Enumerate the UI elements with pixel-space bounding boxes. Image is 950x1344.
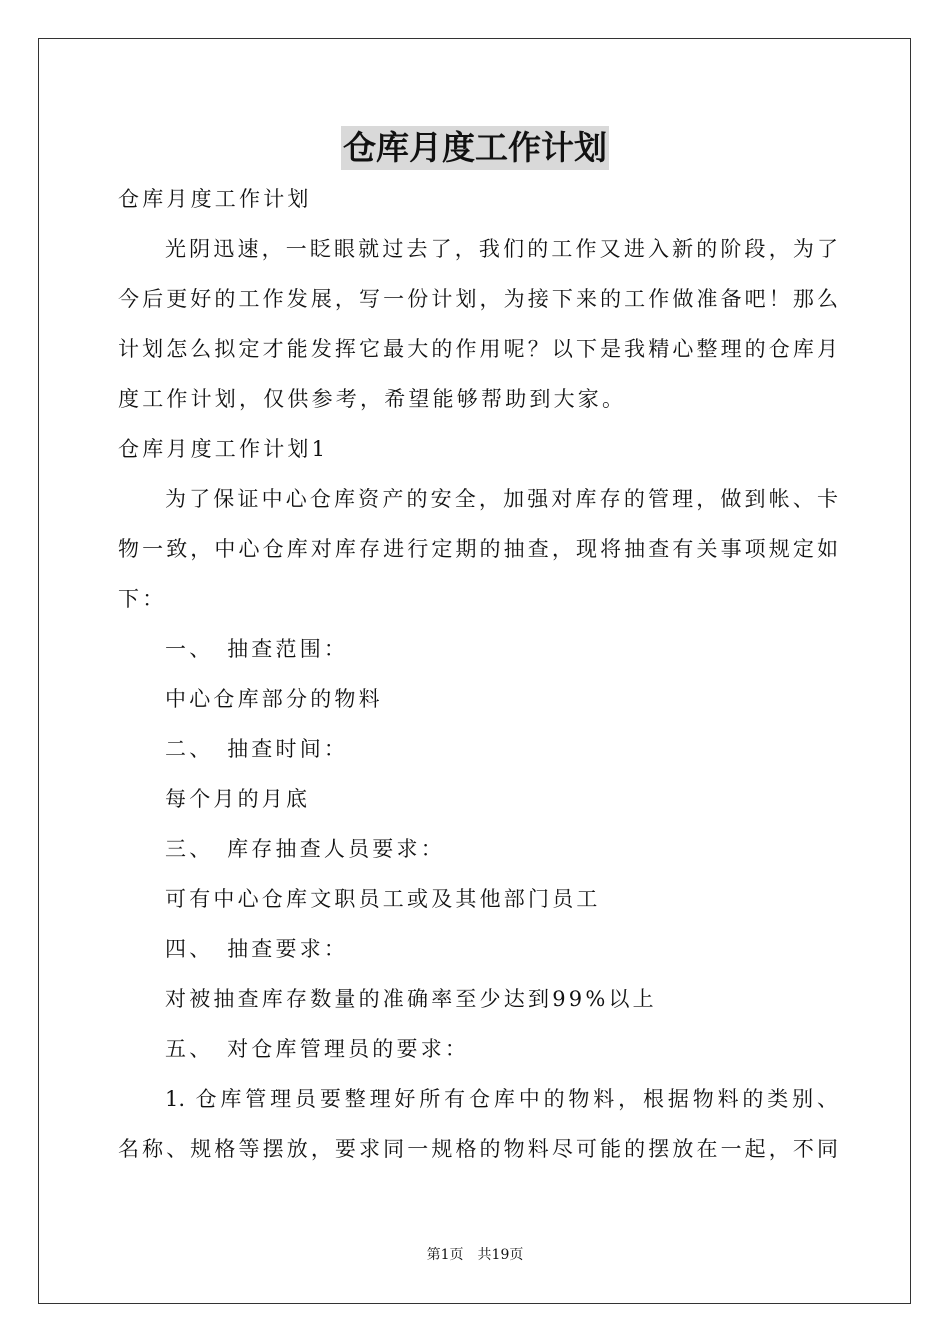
page-border: [38, 38, 911, 1304]
section-intro-line-1: 为了保证中心仓库资产的安全，加强对库存的管理，做到帐、卡: [165, 487, 838, 511]
intro-line-3: 计划怎么拟定才能发挥它最大的作用呢？以下是我精心整理的仓库月: [118, 337, 838, 361]
item-1-content: 中心仓库部分的物料: [165, 687, 383, 711]
page-footer: 第1页 共19页: [426, 1247, 524, 1263]
item-5-heading: 五、 对仓库管理员的要求：: [165, 1037, 470, 1061]
section-intro-line-2: 物一致，中心仓库对库存进行定期的抽查，现将抽查有关事项规定如: [118, 537, 838, 561]
item-3-heading: 三、 库存抽查人员要求：: [165, 837, 445, 861]
intro-line-1: 光阴迅速，一眨眼就过去了，我们的工作又进入新的阶段，为了: [165, 237, 838, 261]
item-2-heading: 二、 抽查时间：: [165, 737, 349, 761]
subtitle: 仓库月度工作计划: [118, 187, 312, 211]
item-2-content: 每个月的月底: [165, 787, 311, 811]
document-title: 仓库月度工作计划: [341, 126, 609, 170]
section-heading: 仓库月度工作计划1: [118, 437, 329, 461]
intro-line-4: 度工作计划，仅供参考，希望能够帮助到大家。: [118, 387, 627, 411]
point-1-line-2: 名称、规格等摆放，要求同一规格的物料尽可能的摆放在一起，不同: [118, 1137, 838, 1161]
item-4-content: 对被抽查库存数量的准确率至少达到99%以上: [165, 987, 657, 1011]
section-intro-line-3: 下：: [118, 587, 167, 611]
title-wrap: [0, 126, 950, 170]
point-1-line-1: 1. 仓库管理员要整理好所有仓库中的物料，根据物料的类别、: [165, 1087, 838, 1111]
item-1-heading: 一、 抽查范围：: [165, 637, 349, 661]
intro-line-2: 今后更好的工作发展，写一份计划，为接下来的工作做准备吧！那么: [118, 287, 838, 311]
item-3-content: 可有中心仓库文职员工或及其他部门员工: [165, 887, 601, 911]
item-4-heading: 四、 抽查要求：: [165, 937, 349, 961]
